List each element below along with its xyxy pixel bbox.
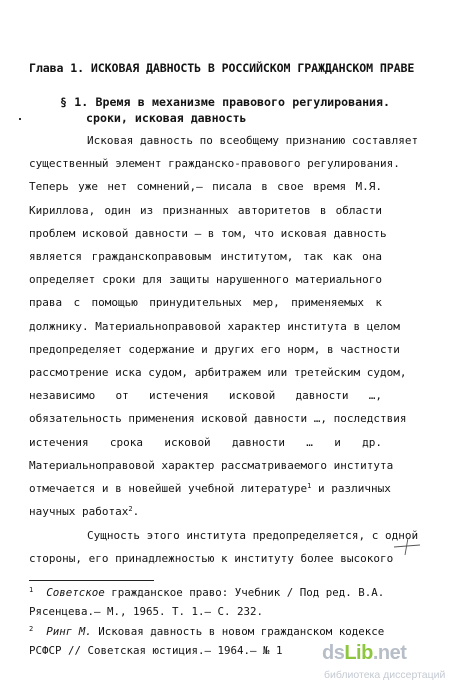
section-heading-line1: § 1. Время в механизме правового регулирования.: [60, 95, 390, 109]
stray-dot: [19, 118, 21, 120]
text-line: истечения срока исковой давности … и др.: [29, 435, 382, 449]
dslib-logo: dsLib.net: [322, 642, 407, 664]
text-line: Исковая давность по всеобщему признанию составляет: [87, 134, 419, 147]
text-fragment: .: [132, 505, 140, 519]
text-line: проблем исковой давности — в том, что исковая давность: [29, 226, 387, 240]
text-line: Сущность этого института предопределяется, с одной: [87, 529, 419, 542]
footnote-author: Советское: [46, 586, 105, 599]
footnote-2-line2: РСФСР // Советская юстиция.— 1964.— № 1: [29, 643, 283, 657]
footnote-author: Ринг М.: [46, 624, 92, 638]
watermark-tagline: библиотека диссертаций: [324, 669, 446, 681]
text-line: права с помощью принудительных мер, применяемых к: [29, 296, 382, 310]
footnote-text: гражданское право: Учебник / Под ред. В.А.: [104, 586, 385, 599]
footnote-separator: [29, 580, 154, 581]
footnote-number: 1: [29, 586, 34, 594]
footnote-ref-2: 2: [128, 505, 133, 514]
text-line: определяет сроки для защиты нарушенного материального: [29, 273, 382, 287]
text-fragment: научных работах: [29, 505, 129, 519]
text-line: является гражданскоправовым институтом, так как она: [29, 250, 382, 264]
text-line: Кириллова, один из признанных авторитетов в области: [29, 203, 382, 217]
text-line: существенный элемент гражданско-правового регулирования.: [29, 157, 400, 171]
footnote-text: Исковая давность в новом гражданском кодексе: [91, 624, 385, 638]
text-line: Материальноправовой характер рассматриваемого института: [29, 458, 394, 472]
text-line: обязательность применения исковой давности …, последствия: [29, 412, 407, 426]
text-line: предопределяет содержание и других его норм, в частности: [29, 342, 400, 356]
text-line: Теперь уже нет сомнений,— писала в свое время М.Я.: [29, 180, 382, 194]
text-line: стороны, его принадлежностью к институту более высокого: [29, 552, 394, 566]
text-line: [29, 500, 382, 523]
text-line: рассмотрение иска судом, арбитражем или третейским судом,: [29, 366, 407, 380]
dslib-watermark: [322, 642, 446, 686]
paragraph-2: [29, 524, 419, 570]
text-line: должнику. Материальноправовой характер института в целом: [29, 319, 400, 333]
footnote-ref-1: 1: [307, 482, 312, 491]
section-heading: [60, 94, 390, 126]
text-line: [29, 477, 391, 500]
footnote-1-line2: Рясенцева.— М., 1965. Т. 1.— С. 232.: [29, 605, 264, 619]
footnote-number: 2: [29, 624, 34, 633]
footnote-1-line1: [29, 583, 385, 602]
chapter-heading: Глава 1. ИСКОВАЯ ДАВНОСТЬ В РОССИЙСКОМ ГРАЖДАНСКОМ ПРАВЕ: [29, 61, 415, 75]
text-fragment: отмечается и в новейшей учебной литературе: [29, 482, 308, 496]
footnote-2-line1: [29, 622, 385, 641]
section-heading-line2: сроки, исковая давность: [86, 111, 247, 125]
text-fragment: и различных: [311, 482, 391, 496]
paragraph-1: [29, 129, 419, 523]
text-line: независимо от истечения исковой давности …,: [29, 389, 382, 403]
margin-pencil-mark: [392, 535, 422, 557]
